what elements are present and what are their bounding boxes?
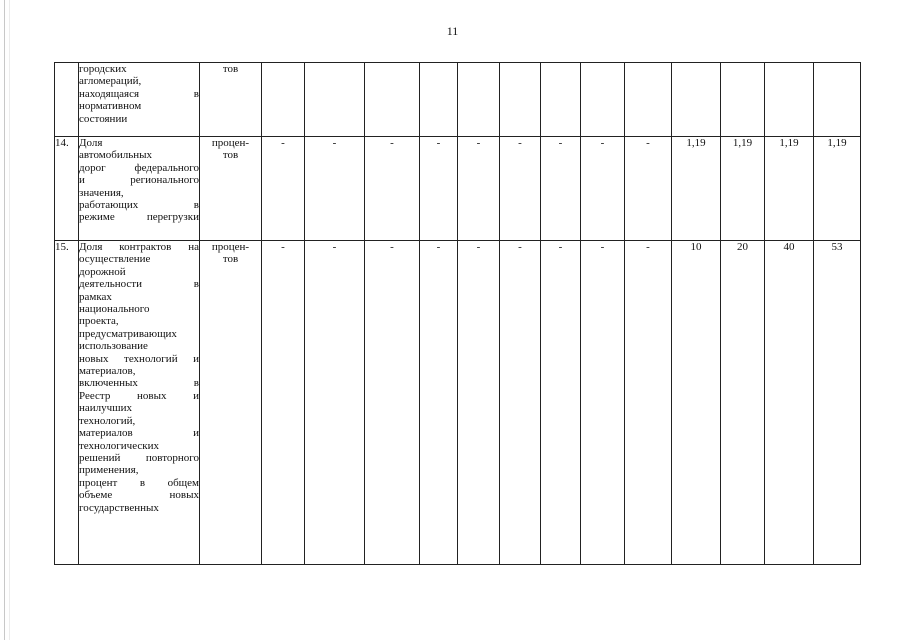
word: Доля bbox=[79, 241, 103, 253]
text-line bbox=[79, 489, 199, 501]
word: режиме bbox=[79, 211, 115, 224]
word: включенных bbox=[79, 377, 138, 390]
unit-text: тов bbox=[222, 149, 239, 162]
indicator-name bbox=[79, 241, 200, 565]
unit-text: тов bbox=[222, 63, 239, 75]
value-cell: - bbox=[541, 241, 581, 565]
row-number: 15. bbox=[55, 241, 79, 565]
scan-edge-line bbox=[4, 0, 5, 640]
word: на bbox=[188, 241, 199, 253]
text-line bbox=[79, 452, 199, 464]
value-cell: - bbox=[365, 137, 420, 241]
value-cell bbox=[262, 63, 305, 137]
indicator-name bbox=[79, 63, 200, 137]
text-line bbox=[79, 278, 199, 290]
text-line bbox=[79, 377, 199, 389]
value-cell bbox=[541, 63, 581, 137]
text-line bbox=[79, 477, 199, 489]
value-cell: - bbox=[365, 241, 420, 565]
word: в bbox=[139, 476, 146, 489]
value-cell: - bbox=[625, 137, 672, 241]
text-line: национального bbox=[79, 303, 150, 316]
value-cell: - bbox=[581, 137, 625, 241]
text-line bbox=[79, 241, 199, 253]
word: новых bbox=[136, 389, 167, 402]
page-number: 11 bbox=[446, 24, 459, 38]
value-cell bbox=[721, 63, 765, 137]
text-line: предусматривающих bbox=[79, 327, 177, 340]
value-cell: - bbox=[262, 241, 305, 565]
table-row bbox=[55, 63, 861, 137]
text-line: дорожной bbox=[79, 265, 126, 278]
word: процент bbox=[79, 476, 118, 489]
value-cell: - bbox=[458, 241, 500, 565]
word: и bbox=[193, 427, 199, 440]
value-cell: 1,19 bbox=[672, 137, 721, 241]
text-line: применения, bbox=[79, 464, 139, 477]
text-line: осуществление bbox=[79, 253, 151, 266]
text-line: наилучших bbox=[79, 402, 133, 415]
text-line bbox=[79, 174, 199, 186]
value-cell: 53 bbox=[814, 241, 861, 565]
value-cell bbox=[500, 63, 541, 137]
unit-cell bbox=[200, 137, 262, 241]
value-cell: 1,19 bbox=[721, 137, 765, 241]
text-line: рамках bbox=[79, 290, 112, 303]
indicators-table bbox=[54, 62, 861, 565]
word: решений bbox=[79, 451, 121, 464]
text-line bbox=[79, 427, 199, 439]
value-cell bbox=[305, 63, 365, 137]
word: и bbox=[79, 174, 85, 187]
word: и bbox=[193, 389, 199, 402]
word: в bbox=[193, 278, 199, 291]
value-cell: - bbox=[458, 137, 500, 241]
word: новых bbox=[169, 489, 199, 502]
text-line: технологий, bbox=[79, 414, 136, 427]
value-cell bbox=[581, 63, 625, 137]
value-cell: 1,19 bbox=[814, 137, 861, 241]
value-cell bbox=[672, 63, 721, 137]
value-cell bbox=[765, 63, 814, 137]
value-cell bbox=[458, 63, 500, 137]
value-cell: - bbox=[581, 241, 625, 565]
text-line bbox=[79, 162, 199, 174]
text-line: материалов, bbox=[79, 365, 136, 378]
text-line bbox=[79, 390, 199, 402]
value-cell bbox=[365, 63, 420, 137]
value-cell: - bbox=[625, 241, 672, 565]
text-line: автомобильных bbox=[79, 149, 152, 162]
text-line: государственных bbox=[79, 501, 159, 514]
word: новых bbox=[79, 352, 109, 365]
value-cell bbox=[420, 63, 458, 137]
word: Реестр bbox=[79, 389, 111, 402]
text-line: нормативном bbox=[79, 100, 142, 113]
row-number bbox=[55, 63, 79, 137]
text-line bbox=[79, 88, 199, 100]
value-cell bbox=[814, 63, 861, 137]
text-line: Доля bbox=[79, 137, 103, 149]
text-line bbox=[79, 353, 199, 365]
value-cell: 40 bbox=[765, 241, 814, 565]
word: объеме bbox=[79, 489, 113, 502]
word: в bbox=[193, 199, 199, 212]
value-cell: - bbox=[500, 241, 541, 565]
value-cell: 1,19 bbox=[765, 137, 814, 241]
unit-text: процен- bbox=[211, 241, 250, 253]
word: федерального bbox=[134, 161, 199, 174]
text-line: значения, bbox=[79, 186, 124, 199]
value-cell: 10 bbox=[672, 241, 721, 565]
text-line: городских bbox=[79, 63, 127, 75]
word: дорог bbox=[79, 161, 106, 174]
text-line bbox=[79, 211, 199, 223]
value-cell: - bbox=[420, 241, 458, 565]
word: в bbox=[193, 87, 199, 100]
value-cell bbox=[625, 63, 672, 137]
text-line: проекта, bbox=[79, 315, 119, 328]
indicator-name bbox=[79, 137, 200, 241]
value-cell: - bbox=[541, 137, 581, 241]
word: и bbox=[193, 352, 199, 365]
word: деятельности bbox=[79, 278, 142, 291]
word: перегрузки bbox=[146, 211, 199, 224]
value-cell: - bbox=[420, 137, 458, 241]
unit-text: тов bbox=[222, 253, 239, 266]
word: контрактов bbox=[119, 241, 172, 253]
word: работающих bbox=[79, 199, 139, 212]
text-line: технологических bbox=[79, 439, 159, 452]
word: находящаяся bbox=[79, 87, 140, 100]
word: повторного bbox=[145, 451, 199, 464]
word: общем bbox=[167, 476, 199, 489]
table-row bbox=[55, 241, 861, 565]
scan-edge-line bbox=[9, 0, 10, 640]
word: регионального bbox=[130, 174, 199, 187]
unit-cell bbox=[200, 241, 262, 565]
word: материалов bbox=[79, 427, 133, 440]
table-row bbox=[55, 137, 861, 241]
value-cell: 20 bbox=[721, 241, 765, 565]
unit-text: процен- bbox=[211, 137, 250, 149]
word: технологий bbox=[124, 352, 178, 365]
text-line: агломераций, bbox=[79, 75, 142, 88]
text-line: состоянии bbox=[79, 112, 128, 125]
unit-cell bbox=[200, 63, 262, 137]
value-cell: - bbox=[305, 137, 365, 241]
value-cell: - bbox=[500, 137, 541, 241]
value-cell: - bbox=[305, 241, 365, 565]
word: в bbox=[193, 377, 199, 390]
value-cell: - bbox=[262, 137, 305, 241]
text-line bbox=[79, 199, 199, 211]
row-number: 14. bbox=[55, 137, 79, 241]
text-line: использование bbox=[79, 340, 148, 353]
